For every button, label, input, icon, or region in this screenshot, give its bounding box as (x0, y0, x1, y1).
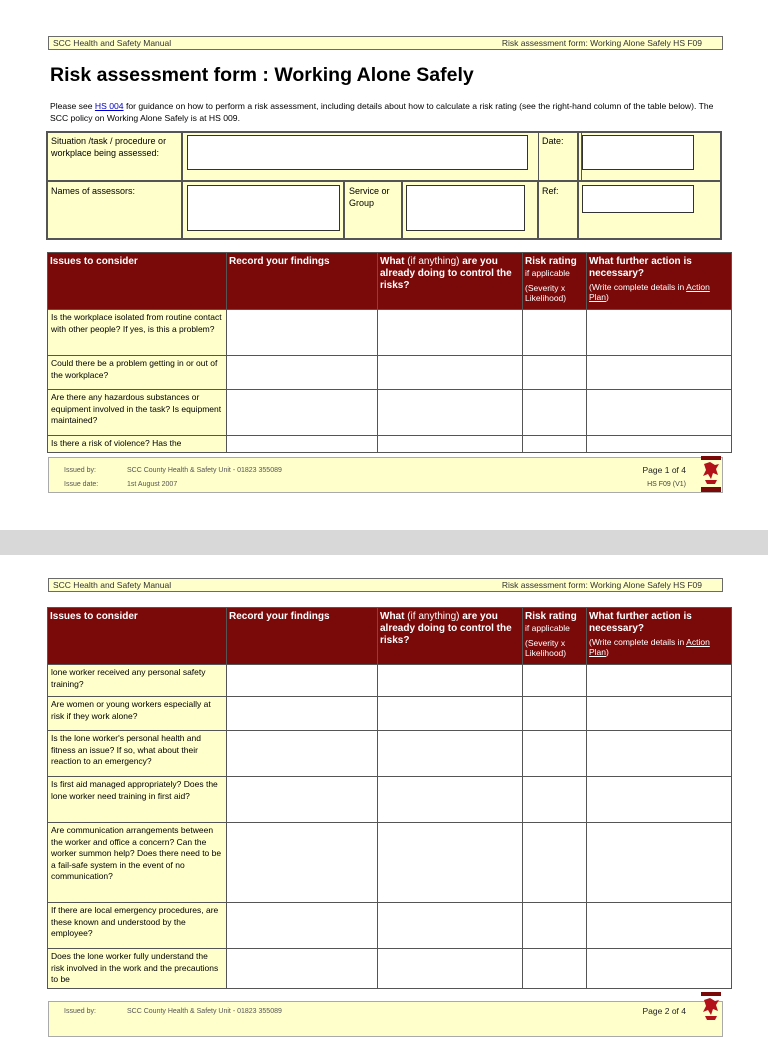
issue-cell: Is there a risk of violence? Has the (48, 436, 227, 453)
ref-input[interactable] (582, 185, 694, 213)
ref-label: Ref: (542, 186, 559, 196)
findings-cell[interactable] (227, 390, 378, 436)
rating-cell[interactable] (523, 731, 587, 777)
running-header (48, 36, 723, 50)
controls-cell[interactable] (378, 665, 523, 697)
rating-cell[interactable] (523, 903, 587, 949)
action-cell[interactable] (587, 903, 732, 949)
issue-cell: Is the workplace isolated from routine contact with other people? If yes, is this a problem? (48, 310, 227, 356)
action-cell[interactable] (587, 356, 732, 390)
controls-cell[interactable] (378, 697, 523, 731)
table-row (48, 665, 732, 697)
table-row (48, 310, 732, 356)
page-number: Page 1 of 4 (642, 465, 686, 475)
controls-cell[interactable] (378, 436, 523, 453)
findings-cell[interactable] (227, 731, 378, 777)
issue-cell: Does the lone worker fully understand the risk involved in the work and the precautions to be (48, 949, 227, 989)
findings-cell[interactable] (227, 949, 378, 989)
controls-cell[interactable] (378, 777, 523, 823)
action-plan-link[interactable]: Action Plan (589, 637, 710, 657)
rating-cell[interactable] (523, 390, 587, 436)
issue-cell: Are women or young workers especially at risk if they work alone? (48, 697, 227, 731)
running-header (48, 578, 723, 592)
rating-cell[interactable] (523, 436, 587, 453)
col-issues: Issues to consider (48, 253, 227, 310)
table-row (48, 356, 732, 390)
action-cell[interactable] (587, 731, 732, 777)
issue-date-value: 1st August 2007 (127, 481, 178, 488)
col-current-controls: What (if anything) are you already doing to control the risks? (378, 608, 523, 665)
somerset-logo-icon (701, 456, 721, 492)
running-header-right: Risk assessment form: Working Alone Safely HS F09 (501, 38, 702, 48)
action-cell[interactable] (587, 823, 732, 903)
controls-cell[interactable] (378, 390, 523, 436)
action-cell[interactable] (587, 697, 732, 731)
col-current-controls: What (if anything) are you already doing to control the risks? (378, 253, 523, 310)
rating-cell[interactable] (523, 697, 587, 731)
somerset-logo-icon (701, 992, 721, 1028)
issue-cell: Is the lone worker's personal health and fitness an issue? If so, what about their reaction to an emergency? (48, 731, 227, 777)
col-findings: Record your findings (227, 608, 378, 665)
table-row (48, 777, 732, 823)
issue-cell: If there are local emergency procedures, are these known and understood by the employee? (48, 903, 227, 949)
page-footer (48, 1001, 723, 1037)
page-title: Risk assessment form : Working Alone Safely (50, 64, 474, 86)
risk-table-page-2 (47, 607, 732, 989)
issued-by-value: SCC County Health & Safety Unit - 01823 355089 (127, 467, 282, 474)
col-further-action: What further action is necessary? (Write complete details in Action Plan) (587, 253, 732, 310)
controls-cell[interactable] (378, 731, 523, 777)
issue-cell: Is first aid managed appropriately? Does the lone worker need training in first aid? (48, 777, 227, 823)
rating-cell[interactable] (523, 665, 587, 697)
controls-cell[interactable] (378, 903, 523, 949)
table-row (48, 823, 732, 903)
controls-cell[interactable] (378, 310, 523, 356)
findings-cell[interactable] (227, 697, 378, 731)
date-label: Date: (542, 136, 564, 146)
risk-table-page-1 (47, 252, 732, 453)
col-issues: Issues to consider (48, 608, 227, 665)
table-header-row (48, 253, 732, 310)
running-header-right: Risk assessment form: Working Alone Safely HS F09 (501, 580, 702, 590)
controls-cell[interactable] (378, 823, 523, 903)
action-cell[interactable] (587, 777, 732, 823)
page-footer (48, 457, 723, 493)
findings-cell[interactable] (227, 436, 378, 453)
rating-cell[interactable] (523, 777, 587, 823)
col-findings: Record your findings (227, 253, 378, 310)
issue-cell: lone worker received any personal safety training? (48, 665, 227, 697)
findings-cell[interactable] (227, 310, 378, 356)
date-input[interactable] (582, 135, 694, 170)
issue-cell: Could there be a problem getting in or out of the workplace? (48, 356, 227, 390)
col-further-action: What further action is necessary? (Write complete details in Action Plan) (587, 608, 732, 665)
intro-text (50, 100, 720, 124)
assessment-details-box (46, 131, 722, 240)
findings-cell[interactable] (227, 823, 378, 903)
issued-by-label: Issued by: (64, 1008, 96, 1015)
rating-cell[interactable] (523, 356, 587, 390)
assessors-label: Names of assessors: (51, 186, 136, 196)
col-risk-rating: Risk rating if applicable (Severity x Likelihood) (523, 253, 587, 310)
table-row (48, 949, 732, 989)
action-cell[interactable] (587, 310, 732, 356)
rating-cell[interactable] (523, 310, 587, 356)
situation-label: Situation /task / procedure or workplace being assessed: (51, 136, 167, 158)
issued-by-label: Issued by: (64, 467, 96, 474)
form-version: HS F09 (V1) (647, 481, 686, 488)
controls-cell[interactable] (378, 949, 523, 989)
table-row (48, 731, 732, 777)
rating-cell[interactable] (523, 949, 587, 989)
intro-post: for guidance on how to perform a risk assessment, including details about how to calculate a risk rating (see the right-hand column of the table below). The SCC policy on Working Alone Safely is at HS 009. (50, 101, 714, 123)
issue-cell: Are communication arrangements between the worker and office a concern? Can the worker summon help? Does there need to be a fail-safe system in the event of no communication? (48, 823, 227, 903)
table-row (48, 436, 732, 453)
findings-cell[interactable] (227, 356, 378, 390)
issue-date-label: Issue date: (64, 481, 99, 488)
intro-pre: Please see (50, 101, 95, 111)
table-row (48, 390, 732, 436)
findings-cell[interactable] (227, 665, 378, 697)
service-input[interactable] (406, 185, 525, 231)
action-cell[interactable] (587, 665, 732, 697)
assessors-input[interactable] (187, 185, 340, 231)
action-cell[interactable] (587, 949, 732, 989)
page-2 (0, 555, 768, 1024)
situation-input[interactable] (187, 135, 528, 170)
action-cell[interactable] (587, 436, 732, 453)
findings-cell[interactable] (227, 777, 378, 823)
action-plan-link[interactable]: Action Plan (589, 282, 710, 302)
service-label: Service or Group (349, 186, 390, 208)
table-header-row (48, 608, 732, 665)
running-header-left: SCC Health and Safety Manual (53, 38, 172, 48)
action-cell[interactable] (587, 390, 732, 436)
table-row (48, 697, 732, 731)
issue-cell: Are there any hazardous substances or equipment involved in the task? Is equipment maintained? (48, 390, 227, 436)
page-number: Page 2 of 4 (642, 1006, 686, 1016)
running-header-left: SCC Health and Safety Manual (53, 580, 172, 590)
page-gap (0, 530, 768, 555)
controls-cell[interactable] (378, 356, 523, 390)
issued-by-value: SCC County Health & Safety Unit - 01823 355089 (127, 1008, 282, 1015)
findings-cell[interactable] (227, 903, 378, 949)
rating-cell[interactable] (523, 823, 587, 903)
table-row (48, 903, 732, 949)
hs004-link[interactable]: HS 004 (94, 101, 124, 111)
col-risk-rating: Risk rating if applicable (Severity x Likelihood) (523, 608, 587, 665)
